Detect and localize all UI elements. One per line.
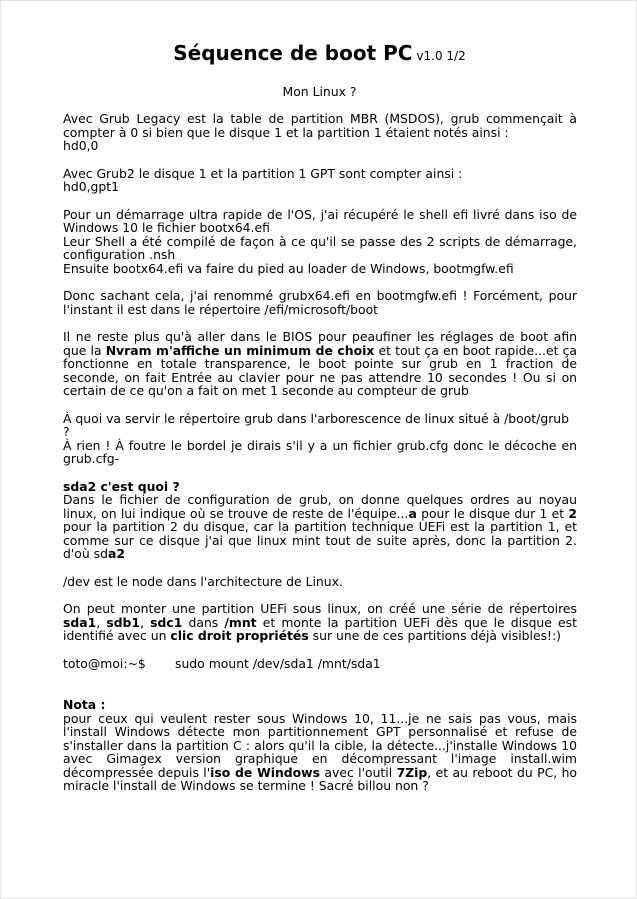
page-subtitle: Mon Linux ? [282,84,357,99]
paragraph-bios-nvram: Il ne reste plus qu'à aller dans le BIOS pour peaufiner les réglages de boot afin que la Nvram m'affiche un minimum de choix et tout ça en boot rapide...et ça fonctionne en totale transparence, le boot pointe sur grub en 1 fraction de seconde, on fait Entrée au clavier pour ne pas attendre 10 secondes ! Ou si on certain de ce qu'on a fait on met 1 seconde au compteur de grub [63,329,577,398]
title-main: Séquence de boot PC [173,41,413,65]
command-line [63,657,577,671]
paragraph-grub-legacy: Avec Grub Legacy est la table de partition MBR (MSDOS), grub commençait à compter à 0 si bien que le disque 1 et la partition 1 étaient notés ainsi : hd0,0 [63,111,577,153]
code-hd0-0: hd0,0 [63,138,99,153]
paragraph-grub2: Avec Grub2 le disque 1 et la partition 1 GPT sont compter ainsi : hd0,gpt1 [63,167,577,194]
paragraph-rename-grub: Donc sachant cela, j'ai renommé grubx64.efi en bootmgfw.efi ! Forcément, pour l'instant il est dans le répertoire /efi/microsoft/boot [63,288,577,317]
paragraph-efi-shell: Pour un démarrage ultra rapide de l'OS, j'ai récupéré le shell efi livré dans iso de Windows 10 le fichier bootx64.efi Leur Shell a été compilé de façon à ce qu'il se passe des 2 scripts de démarrage, configuration .nsh Ensuite bootx64.efi va faire du pied au loader de Windows, bootmgfw.efi [63,206,577,276]
sda2-heading: sda2 c'est quoi ? [63,478,180,494]
paragraph-dev-node: /dev est le node dans l'architecture de Linux. [63,573,343,589]
title-version: v1.0 1/2 [416,49,466,63]
shell-prompt: toto@moi:~$ [63,655,146,671]
paragraph-grub-directory: À quoi va servir le répertoire grub dans l'arborescence de linux situé à /boot/grub ? À rien ! À foutre le bordel je dirais s'il y a un fichier grub.cfg donc le décoche en grub.cfg- [63,410,577,466]
paragraph-mount-uefi: On peut monter une partition UEFi sous linux, on créé une série de répertoires sda1, sdb1, sdc1 dans /mnt et monte la partition UEFi dès que le disque est identifié avec un clic droit propriétés sur une de ces partitions déjà visibles!:) [63,601,577,643]
paragraph-nota: Nota : pour ceux qui veulent rester sous Windows 10, 11...je ne sais pas vous, mais l'install Windows détecte mon partitionnement GPT personnalisé et refuse de s'installer dans la partition C : alors qu'il la cible, la détecte...j'installe Windows 10 avec Gimagex version graphique en décompressant l'image install.wim décompressée depuis l'iso de Windows avec l'outil 7Zip, et au reboot du PC, ho miracle l'install de Windows se termine ! Sacré billou non ? [63,697,578,793]
shell-command: sudo mount /dev/sda1 /mnt/sda1 [175,655,381,671]
code-hd0-gpt1: hd0,gpt1 [63,179,120,194]
paragraph-sda2: sda2 c'est quoi ? Dans le fichier de configuration de grub, on donne quelques ordres au noyau linux, on lui indique où se trouve de reste de l'équipe...a pour le disque dur 1 et 2 pour la partition 2 du disque, car la partition technique UEFi est la partition 1, et comme sur ce disque j'ai que linux mint tout de suite après, donc la partition 2. d'où sda2 [63,478,578,561]
document-body [63,112,577,807]
nota-heading: Nota : [63,697,106,712]
page-title [1,41,637,65]
